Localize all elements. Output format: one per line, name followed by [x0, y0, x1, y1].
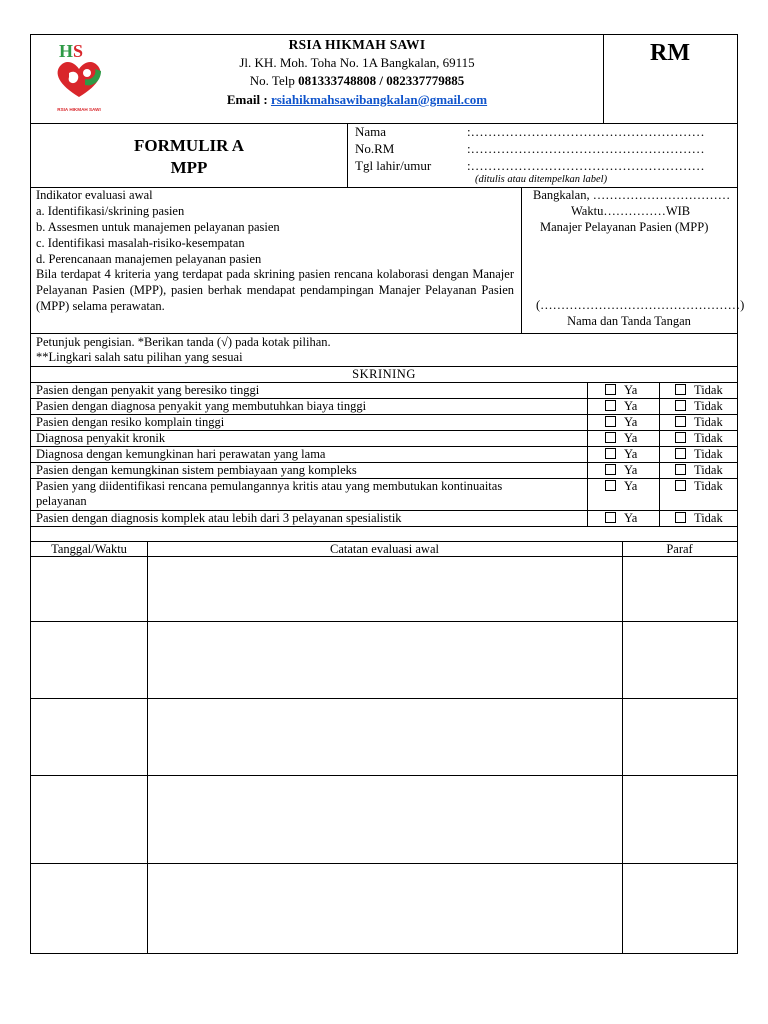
screening-row-3-yes[interactable]: Ya: [605, 415, 637, 429]
hospital-address: Jl. KH. Moh. Toha No. 1A Bangkalan, 69115: [239, 55, 475, 70]
screening-row-1-text: Pasien dengan penyakit yang beresiko tinggi: [36, 383, 260, 397]
screening-row-7-yes[interactable]: Ya: [605, 479, 637, 493]
notes-header-notes: Catatan evaluasi awal: [330, 542, 439, 556]
checkbox-icon: [605, 448, 616, 459]
logo-icon: [49, 39, 109, 117]
hospital-name: RSIA HIKMAH SAWI: [288, 37, 426, 52]
patient-rm-field[interactable]: :………………………………………………: [467, 141, 705, 156]
checkbox-icon: [675, 464, 686, 475]
form-title-line2: MPP: [170, 158, 208, 177]
patient-dob-field[interactable]: :………………………………………………: [467, 158, 705, 173]
form-sheet: [30, 34, 745, 954]
notes-row-1[interactable]: [31, 557, 737, 621]
checkbox-icon: [605, 464, 616, 475]
instruction-line1: Petunjuk pengisian. *Berikan tanda (√) pada kotak pilihan.: [36, 335, 331, 349]
patient-name-label: Nama: [355, 124, 387, 139]
signature-time[interactable]: Waktu……………WIB: [571, 204, 691, 218]
notes-row-3[interactable]: [31, 699, 737, 775]
instruction-line2: **Lingkari salah satu pilihan yang sesuai: [36, 350, 243, 364]
notes-row-5[interactable]: [31, 864, 737, 953]
checkbox-icon: [675, 448, 686, 459]
svg-text:RSIA HIKMAH SAWI: RSIA HIKMAH SAWI: [57, 107, 101, 112]
checkbox-icon: [675, 384, 686, 395]
checkbox-icon: [605, 480, 616, 491]
rm-label: RM: [650, 40, 690, 66]
checkbox-icon: [605, 432, 616, 443]
checkbox-icon: [675, 480, 686, 491]
label-note: (ditulis atau ditempelkan label): [475, 174, 608, 185]
screening-row-8-no[interactable]: Tidak: [675, 511, 723, 525]
screening-row-4-no[interactable]: Tidak: [675, 431, 723, 445]
screening-row-1-yes[interactable]: Ya: [605, 383, 637, 397]
checkbox-icon: [675, 400, 686, 411]
checkbox-icon: [605, 384, 616, 395]
indicator-paragraph: Bila terdapat 4 kriteria yang terdapat pada skrining pasien rencana kolaborasi dengan Manajer Pelayanan Pasien (MPP), pasien berhak mendapat pendampingan Manajer Pelayanan Pasien (MPP) selama perawatan.: [36, 267, 514, 313]
indicator-heading: Indikator evaluasi awal: [36, 188, 153, 202]
screening-row-8-yes[interactable]: Ya: [605, 511, 637, 525]
signature-caption: Nama dan Tanda Tangan: [567, 314, 691, 328]
email-label: Email :: [226, 92, 268, 107]
screening-row-5-text: Diagnosa dengan kemungkinan hari perawatan yang lama: [36, 447, 326, 461]
phone-label: No. Telp: [249, 73, 295, 88]
screening-row-6-no[interactable]: Tidak: [675, 463, 723, 477]
screening-row-3-text: Pasien dengan resiko komplain tinggi: [36, 415, 225, 429]
checkbox-icon: [675, 512, 686, 523]
indicator-item-a: a. Identifikasi/skrining pasien: [36, 204, 185, 218]
notes-header-date: Tanggal/Waktu: [51, 542, 127, 556]
patient-name-field[interactable]: :………………………………………………: [467, 124, 705, 139]
checkbox-icon: [605, 400, 616, 411]
phone-numbers: 081333748808 / 082337779885: [298, 73, 465, 88]
hospital-logo: [49, 39, 109, 117]
screening-row-2-no[interactable]: Tidak: [675, 399, 723, 413]
svg-text:H: H: [59, 41, 74, 61]
screening-row-5-no[interactable]: Tidak: [675, 447, 723, 461]
email-link[interactable]: rsiahikmahsawibangkalan@gmail.com: [270, 92, 488, 107]
hospital-phone: [111, 73, 603, 89]
screening-row-1-no[interactable]: Tidak: [675, 383, 723, 397]
signature-role: Manajer Pelayanan Pasien (MPP): [540, 220, 709, 234]
svg-text:S: S: [73, 41, 84, 61]
screening-row-5-yes[interactable]: Ya: [605, 447, 637, 461]
patient-rm-label: No.RM: [355, 141, 395, 156]
checkbox-icon: [605, 416, 616, 427]
signature-blank[interactable]: (…………………………………………): [536, 298, 745, 312]
indicator-item-b: b. Assesmen untuk manajemen pelayanan pasien: [36, 220, 280, 234]
hospital-email: [111, 92, 603, 108]
checkbox-icon: [675, 432, 686, 443]
notes-row-2[interactable]: [31, 622, 737, 698]
form-title-line1: FORMULIR A: [133, 136, 245, 155]
screening-row-7-text-line2: pelayanan: [36, 494, 87, 508]
indicator-item-c: c. Identifikasi masalah-risiko-kesempatan: [36, 236, 245, 250]
screening-row-7-text: Pasien yang diidentifikasi rencana pemulangannya kritis atau yang membutukan kontinuaitas: [36, 479, 503, 493]
screening-row-3-no[interactable]: Tidak: [675, 415, 723, 429]
indicator-item-d: d. Perencanaan manajemen pelayanan pasien: [36, 252, 262, 266]
form-title: [31, 135, 347, 179]
checkbox-icon: [675, 416, 686, 427]
screening-title: SKRINING: [352, 367, 416, 381]
notes-row-4[interactable]: [31, 776, 737, 863]
screening-row-8-text: Pasien dengan diagnosis komplek atau lebih dari 3 pelayanan spesialistik: [36, 511, 402, 525]
screening-row-6-text: Pasien dengan kemungkinan sistem pembiayaan yang kompleks: [36, 463, 357, 477]
screening-row-7-no[interactable]: Tidak: [675, 479, 723, 493]
notes-header-paraf: Paraf: [666, 542, 693, 556]
signature-place[interactable]: Bangkalan, ……………………………: [533, 188, 731, 202]
screening-row-2-yes[interactable]: Ya: [605, 399, 637, 413]
checkbox-icon: [605, 512, 616, 523]
patient-dob-label: Tgl lahir/umur: [355, 158, 432, 173]
screening-row-4-yes[interactable]: Ya: [605, 431, 637, 445]
screening-row-6-yes[interactable]: Ya: [605, 463, 637, 477]
screening-row-2-text: Pasien dengan diagnosa penyakit yang membutuhkan biaya tinggi: [36, 399, 367, 413]
screening-row-4-text: Diagnosa penyakit kronik: [36, 431, 166, 445]
